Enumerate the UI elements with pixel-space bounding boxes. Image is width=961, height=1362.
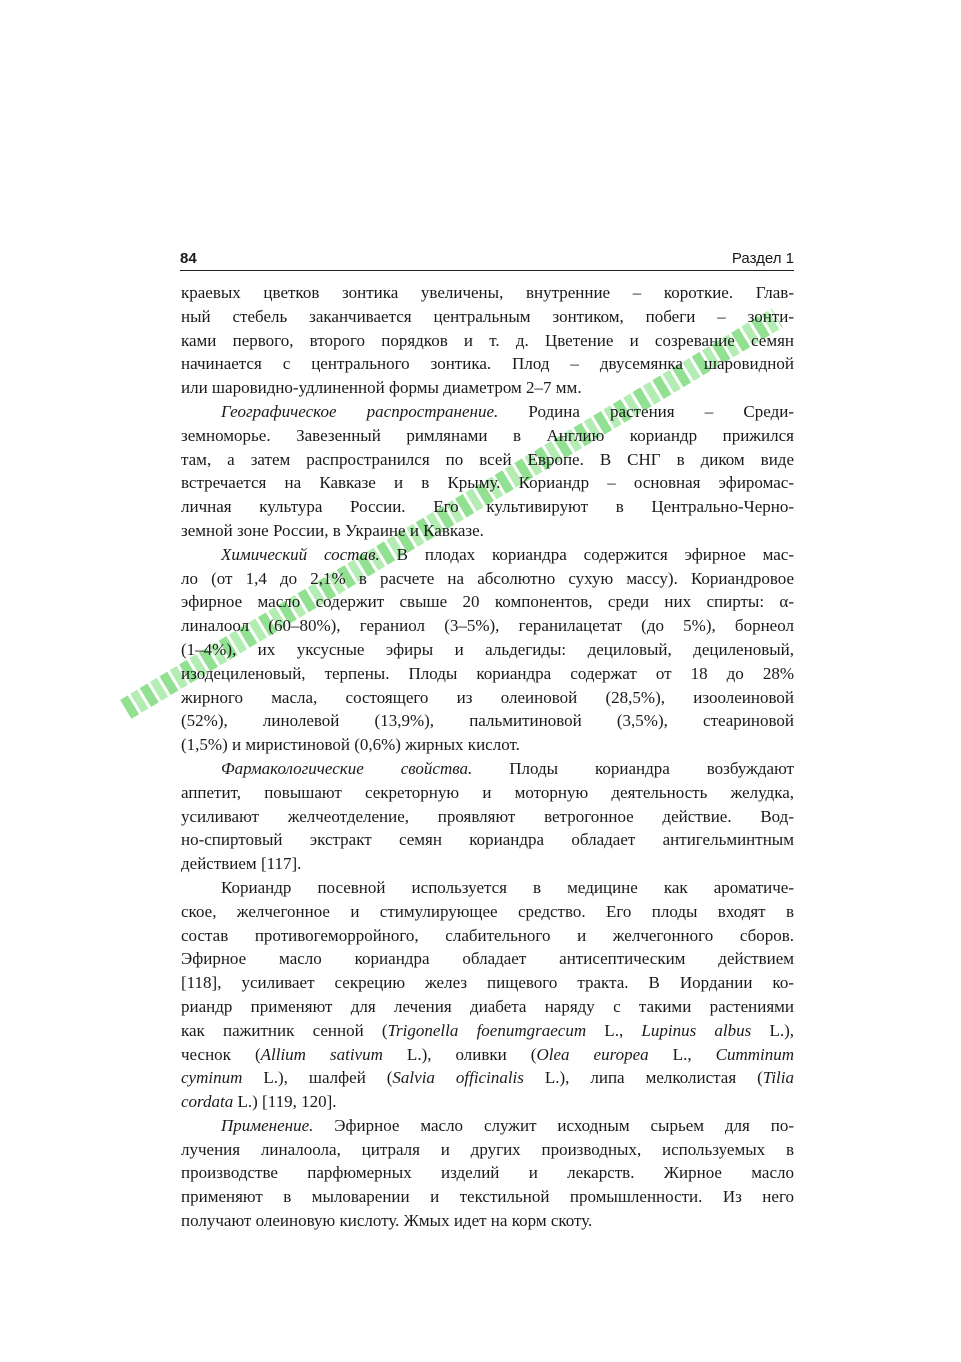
text-line: производстве парфюмерных изделий и лекарств. Жирное масло xyxy=(181,1163,794,1183)
text-line: как пажитник сенной (Trigonella foenumgraecum L., Lupinus albus L.), xyxy=(181,1020,794,1040)
text-line: Применение. Эфирное масло служит исходным сырьем для по- xyxy=(221,1115,794,1135)
text-line: применяют в мыловарении и текстильной промышленности. Из него xyxy=(181,1187,794,1207)
text-line: (52%), линолевой (13,9%), пальмитиновой (3,5%), стеариновой xyxy=(181,711,794,731)
text-line: но-спиртовый экстракт семян кориандра обладает антигельминтным xyxy=(181,830,794,850)
text-line: ный стебель заканчивается центральным зонтиком, побеги – зонти- xyxy=(181,306,794,326)
text-line: (1–4%), их уксусные эфиры и альдегиды: дециловый, дециленовый, xyxy=(181,639,794,659)
text-line: Фармакологические свойства. Плоды кориандра возбуждают xyxy=(221,758,794,778)
text-line: аппетит, повышают секреторную и моторную деятельность желудка, xyxy=(181,782,794,802)
text-line: чеснок (Allium sativum L.), оливки (Olea europea L., Cumminum xyxy=(181,1044,795,1064)
text-line: риандр применяют для лечения диабета наряду с такими растениями xyxy=(181,996,794,1016)
text-line: эфирное масло содержит свыше 20 компонентов, среди них спирты: α- xyxy=(181,592,794,612)
text-line: cyminum L.), шалфей (Salvia officinalis L.), липа мелколистая (Tilia xyxy=(181,1068,794,1088)
text-line: Географическое распространение. Родина растения – Среди- xyxy=(221,401,794,421)
section-title: Раздел 1 xyxy=(731,250,794,267)
text-line: действием [117]. xyxy=(181,854,302,874)
text-line: жирного масла, состоящего из олеиновой (28,5%), изоолеиновой xyxy=(181,687,794,707)
text-line: или шаровидно-удлиненной формы диаметром 2–7 мм. xyxy=(181,378,582,398)
text-line: земной зоне России, в Украине и Кавказе. xyxy=(181,520,484,540)
text-line: земноморье. Завезенный римлянами в Англию кориандр прижился xyxy=(181,425,794,445)
text-line: краевых цветков зонтика увеличены, внутренние – короткие. Глав- xyxy=(181,283,794,302)
text-line: (1,5%) и миристиновой (0,6%) жирных кислот. xyxy=(181,735,520,755)
text-line: лучения линалоола, цитраля и других производных, используемых в xyxy=(181,1139,794,1159)
text-line: там, а затем распространился по всей Европе. В СНГ в диком виде xyxy=(181,449,794,469)
text-line: личная культура России. Его культивируют в Центрально-Черно- xyxy=(181,497,794,517)
subheading-application: Применение. xyxy=(221,1115,314,1135)
subheading-pharmacology: Фармакологические свойства. xyxy=(221,758,473,778)
text-line: ло (от 1,4 до 2,1% в расчете на абсолютно сухую массу). Кориандровое xyxy=(181,568,794,588)
subheading-chemistry: Химический состав. xyxy=(221,544,380,564)
subheading-geography: Географическое распространение. xyxy=(221,401,499,421)
text-line: cordata L.) [119, 120]. xyxy=(181,1092,337,1112)
text-line: [118], усиливает секрецию желез пищевого тракта. В Иордании ко- xyxy=(181,973,794,993)
page-header xyxy=(180,248,794,271)
body-text xyxy=(181,281,794,1233)
text-line: начинается с центрального зонтика. Плод – двусемянка шаровидной xyxy=(181,354,794,374)
text-line: изодециленовый, терпены. Плоды кориандра содержат от 18 до 28% xyxy=(181,663,794,683)
text-line: состав противогеморройного, слабительного и желчегонного сборов. xyxy=(181,925,794,945)
text-line: ками первого, второго порядков и т. д. Цветение и созревание семян xyxy=(181,330,794,350)
text-line: ское, желчегонное и стимулирующее средство. Его плоды входят в xyxy=(181,901,794,921)
text-line: получают олеиновую кислоту. Жмых идет на корм скоту. xyxy=(181,1211,593,1231)
text-line: линалоол (60–80%), гераниол (3–5%), геранилацетат (до 5%), борнеол xyxy=(181,616,794,636)
text-line: встречается на Кавказе и в Крыму. Кориандр – основная эфиромас- xyxy=(181,473,794,493)
page-number: 84 xyxy=(180,250,197,267)
text-line: усиливают желчеотделение, проявляют ветрогонное действие. Вод- xyxy=(181,806,794,826)
text-line: Эфирное масло кориандра обладает антисептическим действием xyxy=(181,949,794,969)
text-line: Кориандр посевной используется в медицине как ароматиче- xyxy=(221,877,794,897)
text-line: Химический состав. В плодах кориандра содержится эфирное мас- xyxy=(221,544,794,564)
